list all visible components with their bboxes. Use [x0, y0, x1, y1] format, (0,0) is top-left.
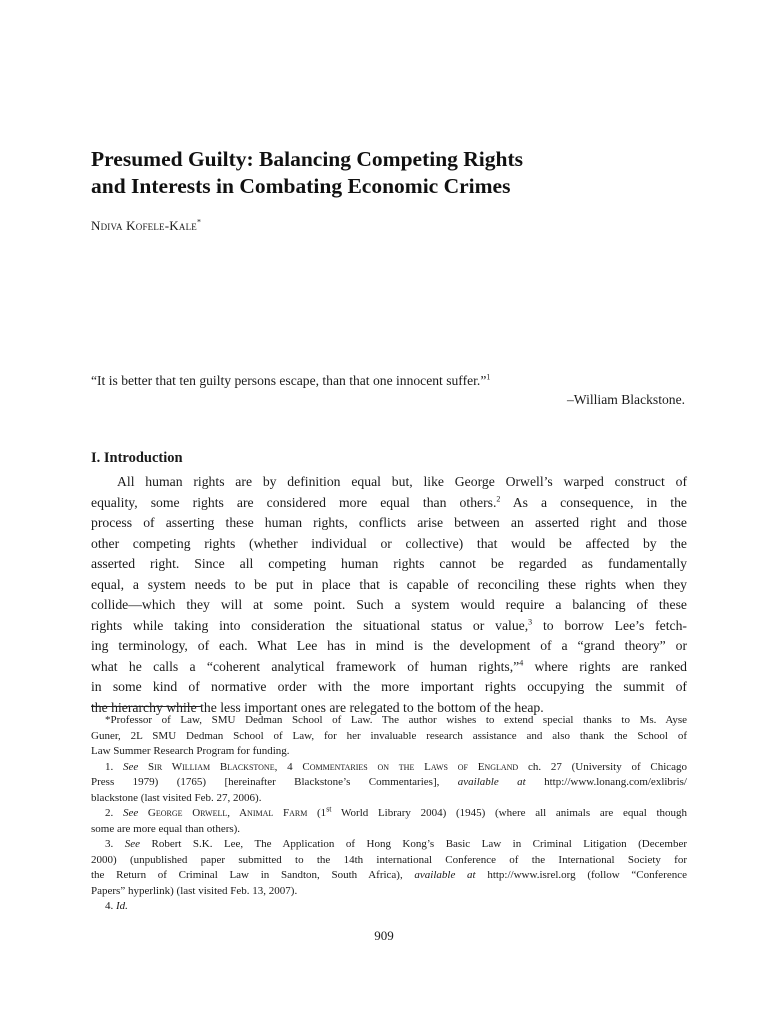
- title-line-2: and Interests in Combating Economic Crimes: [91, 174, 511, 198]
- body-line: All human rights are by definition equal but, like George Orwell’s warped construct of: [117, 474, 687, 489]
- author-name: Ndiva Kofele-Kale: [91, 218, 197, 233]
- body-line: equal, a system needs to be put in place that is capable of reconciling these rights when they: [91, 576, 687, 592]
- footnote-4: 4. Id.: [105, 900, 128, 912]
- body-line: asserted right. Since all competing human rights cannot be regarded as fundamentally: [91, 556, 687, 571]
- author-footnote-marker: *: [196, 217, 202, 227]
- body-line: ing terminology, of each. What Lee has in mind is the development of a “grand theory” or: [91, 638, 687, 653]
- section-heading: I. Introduction: [91, 450, 183, 466]
- article-title: [91, 146, 691, 200]
- footnote-1: 1. See Sir William Blackstone, 4 Commentaries on the Laws of England ch. 27 (University of Chicago: [105, 760, 688, 773]
- body-line: equality, some rights are considered more equal than others.$^2$ As a consequence, in the: [91, 493, 687, 510]
- footnote-1-line: blackstone (last visited Feb. 27, 2006).: [91, 791, 262, 804]
- body-paragraph: [91, 472, 687, 718]
- footnote-2-line: some are more equal than others).: [91, 822, 241, 835]
- body-line: in some kind of normative order with the more important rights occupying the summit of: [91, 679, 687, 694]
- footnote-3-line: 2000) (unpublished paper submitted to the 14th international Conference of the International Society for: [91, 853, 687, 866]
- footnote-2: 2. See George Orwell, Animal Farm (1st World Library 2004) (1945) (where all animals are equal though: [105, 804, 688, 819]
- page-number: 909: [374, 928, 394, 943]
- epigraph-text: “It is better that ten guilty persons escape, than that one innocent suffer.”: [91, 373, 487, 388]
- epigraph-attribution: –William Blackstone.: [567, 392, 685, 407]
- footnote-star-line: Guner, 2L SMU Dedman School of Law, for her invaluable research assistance and also thank the School of: [91, 729, 687, 742]
- epigraph-quote: [91, 371, 687, 391]
- body-line: other competing rights (whether individual or collective) that would be affected by the: [91, 535, 687, 551]
- footnote-divider: [91, 706, 201, 707]
- body-line: collide—which they will at some point. Such a system would require a balancing of these: [91, 597, 687, 612]
- body-line: process of asserting these human rights, conflicts arise between an asserted right and those: [91, 515, 687, 530]
- footnotes: [91, 713, 687, 915]
- footnote-ref: 4: [519, 657, 524, 667]
- footnote-star-line: *Professor of Law, SMU Dedman School of Law. The author wishes to extend special thanks to Ms. Ayse: [105, 714, 687, 726]
- title-line-1: Presumed Guilty: Balancing Competing Rights: [91, 147, 524, 171]
- footnote-ref: 3: [528, 616, 533, 626]
- body-line: what he calls a “coherent analytical framework of human rights,”$^4$ where rights are ranked: [91, 657, 687, 674]
- footnote-ref: 2: [496, 493, 501, 503]
- footnote-star-line: Law Summer Research Program for funding.: [91, 745, 290, 757]
- footnote-3: 3. See Robert S.K. Lee, The Application of Hong Kong’s Basic Law in Criminal Litigation (December: [105, 838, 687, 850]
- author-byline: [91, 218, 201, 234]
- epigraph-note-marker: 1: [486, 372, 491, 382]
- footnote-3-line: the Return of Criminal Law in Sandton, South Africa), available at http://www.isrel.org (follow “Conference: [91, 869, 687, 881]
- body-line: the hierarchy while the less important ones are relegated to the bottom of the heap.: [91, 699, 544, 715]
- footnote-1-line: Press 1979) (1765) [hereinafter Blackstone’s Commentaries], available at http://www.lonang.com/exlibris/: [91, 776, 687, 788]
- body-line: rights while taking into consideration the situational status or value,$^3$ to borrow Lee’s fetch-: [91, 616, 687, 633]
- footnote-3-line: Papers” hyperlink) (last visited Feb. 13, 2007).: [91, 884, 298, 897]
